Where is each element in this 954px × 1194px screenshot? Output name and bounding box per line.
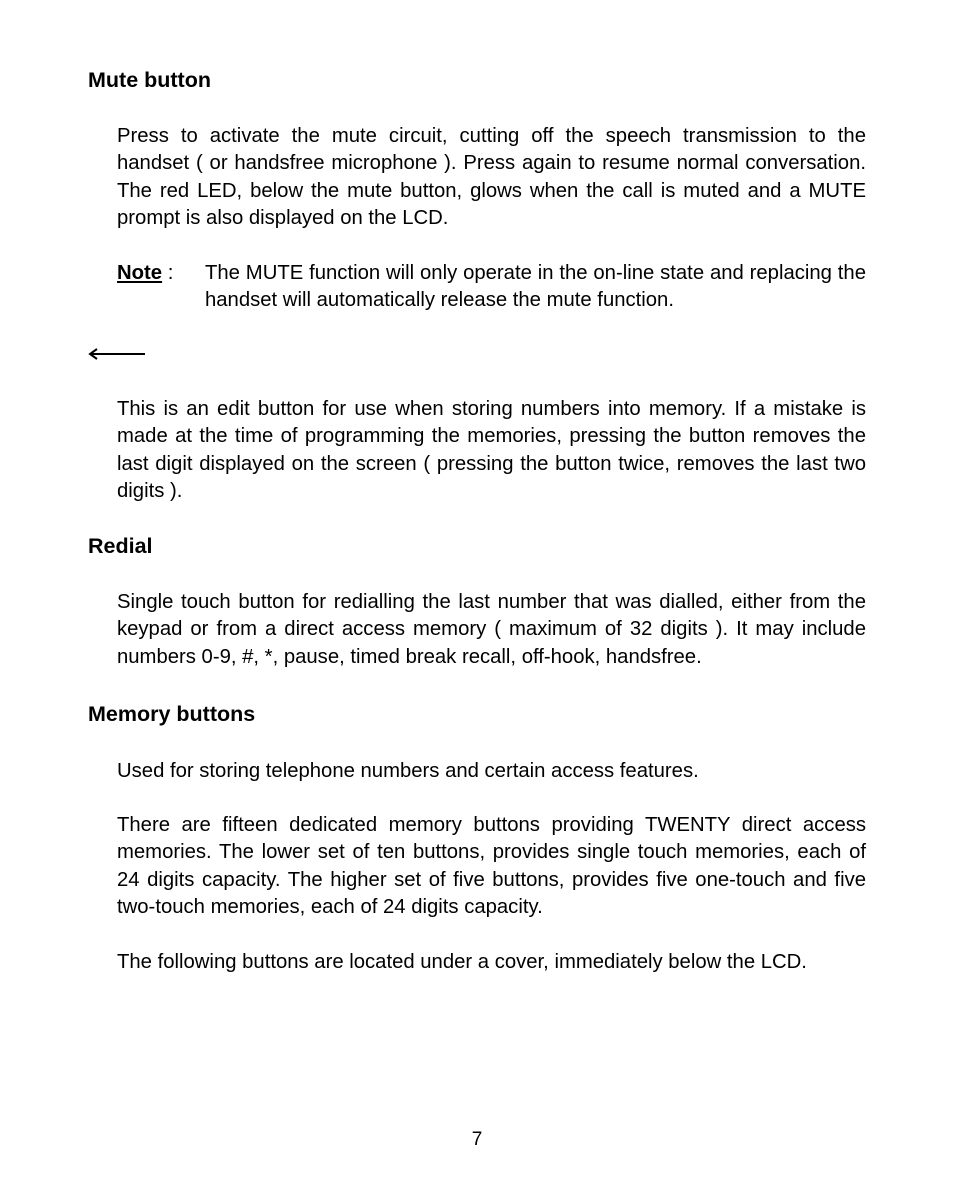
- mute-button-heading: Mute button: [88, 68, 211, 92]
- page-number: 7: [471, 1129, 483, 1150]
- cover-buttons-note: The following buttons are located under a cover, immediately below the LCD.: [117, 951, 807, 973]
- backspace-button-description: This is an edit button for use when storing numbers into memory. If a mistake is made at the time of programming the memories, pressing the button removes the last digit displayed on the screen ( pressing the button twice, removes the last two digits ).: [117, 398, 866, 502]
- redial-heading: Redial: [88, 534, 153, 558]
- left-arrow-icon: [87, 346, 147, 362]
- mute-button-description: Press to activate the mute circuit, cutting off the speech transmission to the handset ( or handsfree microphone ). Press again to resume normal conversation. The red LED, below the mute button, glows when the call is muted and a MUTE prompt is also displayed on the LCD.: [117, 125, 866, 229]
- note-label: [117, 260, 173, 287]
- memory-buttons-details: There are fifteen dedicated memory buttons providing TWENTY direct access memories. The lower set of ten buttons, provides single touch memories, each of 24 digits capacity. The higher set of five buttons, provides five one-touch and five two-touch memories, each of 24 digits capacity.: [117, 814, 866, 918]
- note-word: Note: [117, 262, 163, 284]
- redial-description: Single touch button for redialling the last number that was dialled, either from the keypad or from a direct access memory ( maximum of 32 digits ). It may include numbers 0-9, #, *, pause, timed break recall, off-hook, handsfree.: [117, 591, 866, 668]
- memory-buttons-intro: Used for storing telephone numbers and certain access features.: [117, 760, 699, 782]
- note-separator: :: [167, 262, 174, 284]
- memory-buttons-heading: Memory buttons: [88, 702, 256, 726]
- note-text: The MUTE function will only operate in the on-line state and replacing the handset will automatically release the mute function.: [205, 262, 866, 312]
